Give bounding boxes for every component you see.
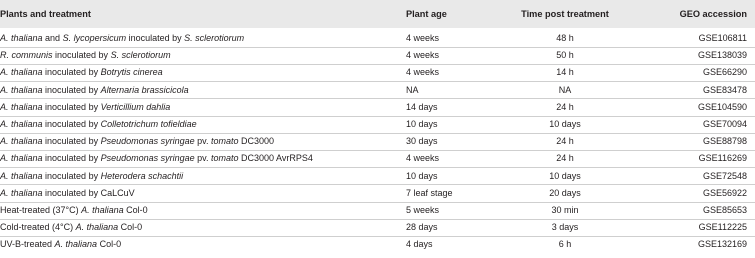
- cell-plants-treatment: A. thaliana inoculated by Botrytis cinerea: [0, 67, 163, 78]
- cell-plant-age: 4 weeks: [406, 67, 440, 78]
- table-row: [0, 116, 755, 133]
- cell-geo-accession: GSE132169: [697, 239, 747, 250]
- cell-geo-accession: GSE106811: [698, 33, 747, 43]
- cell-time-post-treatment: NA: [558, 84, 572, 95]
- cell-plant-age: 28 days: [406, 222, 438, 233]
- cell-plant-age: NA: [406, 84, 419, 95]
- cell-time-post-treatment: 24 h: [556, 136, 574, 147]
- cell-geo-accession: GSE88798: [702, 136, 747, 147]
- cell-geo-accession: GSE56922: [702, 187, 747, 198]
- cell-geo-accession: GSE85653: [702, 205, 747, 215]
- cell-plant-age: 14 days: [406, 101, 438, 112]
- cell-plant-age: 30 days: [406, 136, 438, 147]
- cell-time-post-treatment: 3 days: [551, 222, 579, 233]
- table-row: [0, 219, 755, 236]
- cell-geo-accession: GSE70094: [702, 119, 747, 129]
- header-plants-treatment: Plants and treatment: [0, 9, 91, 19]
- table-row: [0, 47, 755, 64]
- cell-geo-accession: GSE116269: [698, 153, 747, 164]
- table-row: [0, 150, 755, 167]
- cell-plants-treatment: A. thaliana inoculated by Heterodera schachtii: [0, 170, 184, 181]
- cell-geo-accession: GSE112225: [698, 222, 747, 233]
- cell-plant-age: 10 days: [406, 170, 438, 181]
- header-geo-accession: GEO accession: [679, 9, 747, 19]
- table-row: [0, 168, 755, 185]
- cell-plants-treatment: A. thaliana inoculated by Verticillium dahlia: [0, 101, 171, 112]
- cell-plant-age: 7 leaf stage: [406, 187, 453, 198]
- table-row: [0, 236, 755, 253]
- cell-geo-accession: GSE104590: [697, 101, 747, 112]
- table-row: [0, 133, 755, 150]
- cell-plants-treatment: UV-B-treated A. thaliana Col-0: [0, 239, 122, 250]
- cell-time-post-treatment: 10 days: [549, 170, 581, 181]
- cell-plants-treatment: A. thaliana inoculated by CaLCuV: [0, 187, 135, 198]
- cell-geo-accession: GSE72548: [702, 170, 747, 181]
- cell-time-post-treatment: 6 h: [558, 239, 572, 250]
- table-row: [0, 202, 755, 219]
- cell-plants-treatment: A. thaliana and S. lycopersicum inoculated by S. sclerotiorum: [0, 33, 245, 43]
- table-row: [0, 64, 755, 81]
- cell-plant-age: 4 weeks: [406, 50, 440, 61]
- cell-plants-treatment: A. thaliana inoculated by Pseudomonas syringae pv. tomato DC3000 AvrRPS4: [0, 153, 313, 164]
- table-row: [0, 82, 755, 99]
- cell-geo-accession: GSE66290: [702, 67, 747, 78]
- header-time-post-treatment: Time post treatment: [521, 9, 609, 19]
- cell-time-post-treatment: 24 h: [556, 101, 574, 112]
- cell-time-post-treatment: 14 h: [556, 67, 574, 78]
- table-row: [0, 30, 755, 47]
- cell-plants-treatment: A. thaliana inoculated by Pseudomonas syringae pv. tomato DC3000: [0, 136, 275, 147]
- cell-time-post-treatment: 48 h: [556, 33, 574, 43]
- cell-plants-treatment: A. thaliana inoculated by Colletotrichum tofieldiae: [0, 119, 197, 129]
- cell-time-post-treatment: 20 days: [549, 187, 581, 198]
- cell-plants-treatment: R. communis inoculated by S. sclerotiorum: [0, 50, 171, 61]
- cell-plant-age: 4 days: [406, 239, 433, 250]
- table-row: [0, 185, 755, 202]
- cell-plant-age: 4 weeks: [406, 33, 440, 43]
- cell-plant-age: 5 weeks: [406, 205, 440, 215]
- cell-plants-treatment: Heat-treated (37°C) A. thaliana Col-0: [0, 205, 148, 215]
- cell-plants-treatment: A. thaliana inoculated by Alternaria brassicicola: [0, 84, 189, 95]
- cell-geo-accession: GSE83478: [702, 84, 747, 95]
- cell-time-post-treatment: 50 h: [556, 50, 574, 61]
- cell-time-post-treatment: 24 h: [556, 153, 574, 164]
- cell-time-post-treatment: 30 min: [551, 205, 579, 215]
- cell-plant-age: 10 days: [406, 119, 438, 129]
- cell-time-post-treatment: 10 days: [549, 119, 581, 129]
- cell-plants-treatment: Cold-treated (4°C) A. thaliana Col-0: [0, 222, 143, 233]
- table-header-row: [0, 0, 755, 17]
- cell-geo-accession: GSE138039: [697, 50, 747, 61]
- table-row: [0, 99, 755, 116]
- cell-plant-age: 4 weeks: [406, 153, 440, 164]
- header-plant-age: Plant age: [406, 9, 447, 19]
